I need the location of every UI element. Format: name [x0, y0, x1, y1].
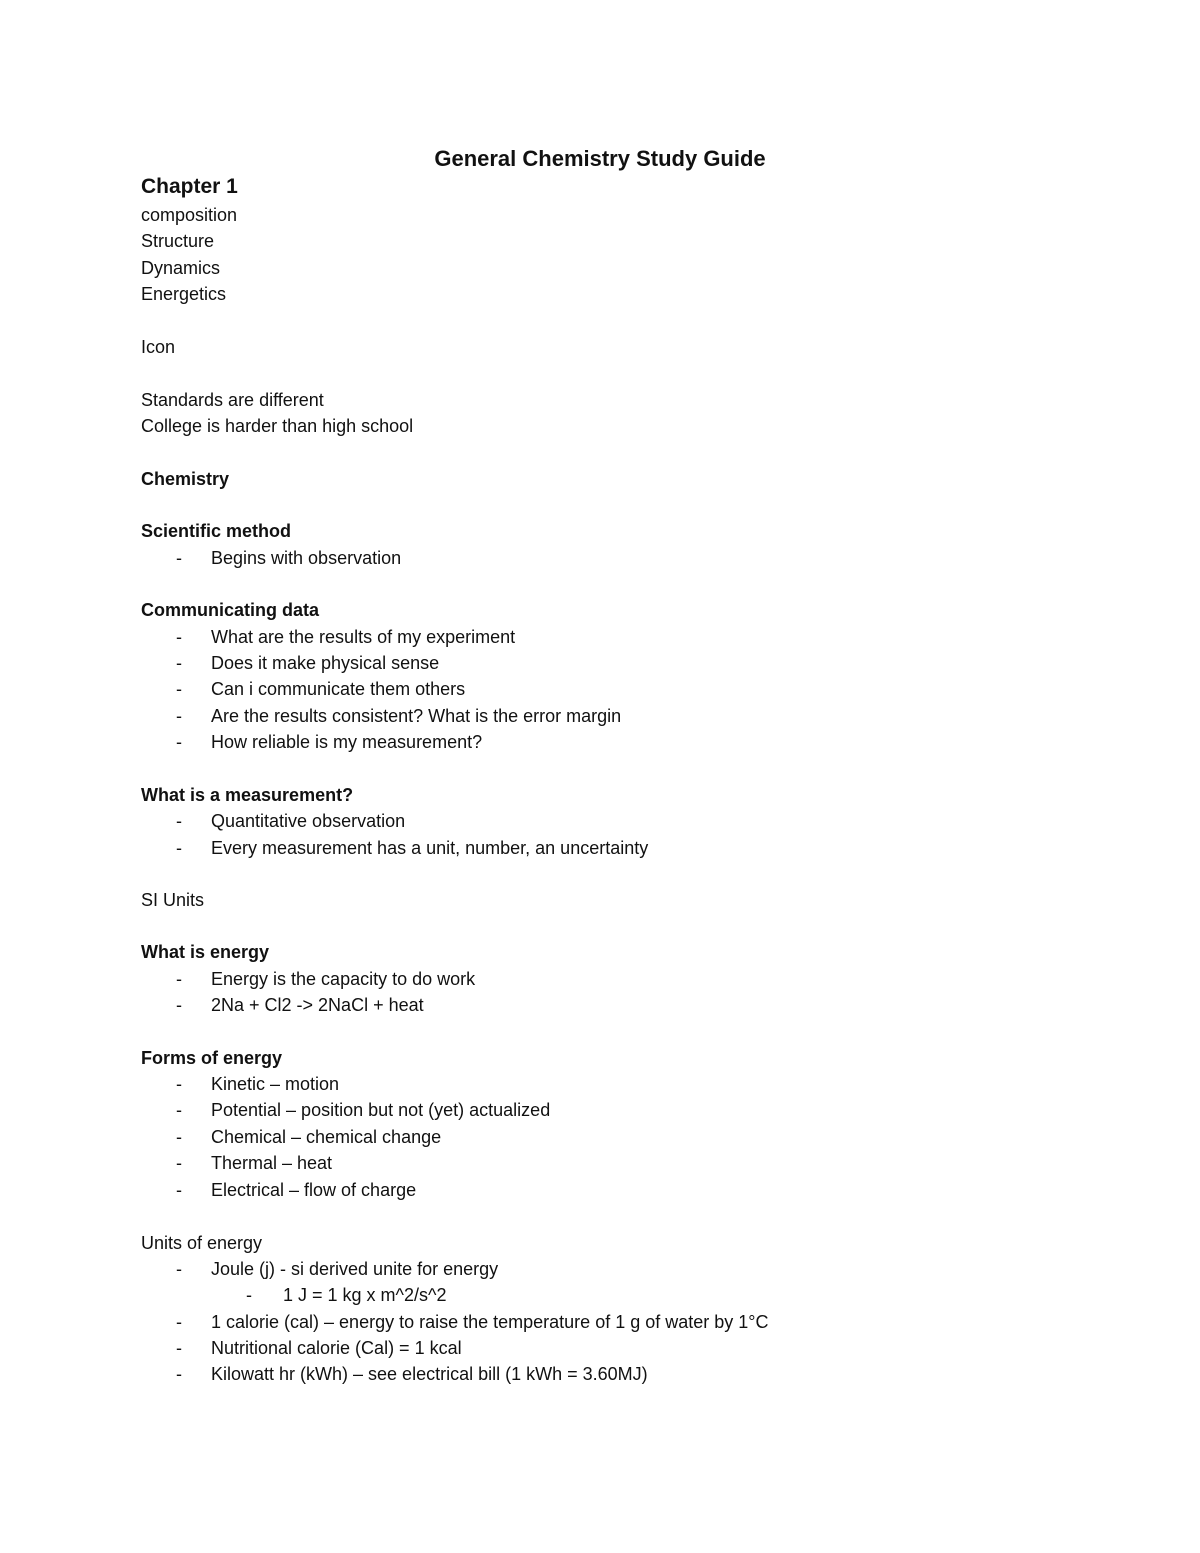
- icon-line: Icon: [141, 337, 176, 357]
- section-heading-energy: What is energy: [141, 942, 270, 962]
- chapter-heading: Chapter 1: [141, 175, 238, 198]
- intro-line: composition: [141, 205, 238, 225]
- bullet-dash: -: [176, 1153, 182, 1173]
- bullet-text: How reliable is my measurement?: [211, 732, 483, 752]
- bullet-dash: -: [246, 1285, 252, 1305]
- bullet-dash: -: [176, 1074, 182, 1094]
- bullet-dash: -: [176, 548, 182, 568]
- bullet-text: Thermal – heat: [211, 1153, 333, 1173]
- section-heading-communicating-data: Communicating data: [141, 600, 320, 620]
- bullet-text: Kinetic – motion: [211, 1074, 340, 1094]
- intro-line: Energetics: [141, 284, 227, 304]
- bullet-text: Energy is the capacity to do work: [211, 969, 476, 989]
- bullet-text: Kilowatt hr (kWh) – see electrical bill (1 kWh = 3.60MJ): [211, 1364, 648, 1384]
- section-heading-measurement: What is a measurement?: [141, 785, 354, 805]
- bullet-text: Joule (j) - si derived unite for energy: [211, 1259, 499, 1279]
- bullet-text: Can i communicate them others: [211, 679, 466, 699]
- section-heading-si-units: SI Units: [141, 890, 205, 910]
- standards-line: Standards are different: [141, 390, 324, 410]
- section-heading-forms-of-energy: Forms of energy: [141, 1048, 283, 1068]
- section-heading-scientific-method: Scientific method: [141, 521, 292, 541]
- bullet-dash: -: [176, 995, 182, 1015]
- bullet-dash: -: [176, 706, 182, 726]
- bullet-dash: -: [176, 811, 182, 831]
- bullet-dash: -: [176, 969, 182, 989]
- section-heading-chemistry: Chemistry: [141, 469, 230, 489]
- document-title: General Chemistry Study Guide: [434, 146, 766, 171]
- bullet-text: Every measurement has a unit, number, an uncertainty: [211, 838, 649, 858]
- bullet-text: Does it make physical sense: [211, 653, 440, 673]
- bullet-dash: -: [176, 838, 182, 858]
- bullet-text: Potential – position but not (yet) actualized: [211, 1100, 551, 1120]
- bullet-dash: -: [176, 732, 182, 752]
- bullet-dash: -: [176, 627, 182, 647]
- bullet-text: 2Na + Cl2 -> 2NaCl + heat: [211, 995, 424, 1015]
- bullet-text: Nutritional calorie (Cal) = 1 kcal: [211, 1338, 462, 1358]
- bullet-dash: -: [176, 653, 182, 673]
- bullet-text: Chemical – chemical change: [211, 1127, 442, 1147]
- bullet-text: 1 J = 1 kg x m^2/s^2: [283, 1285, 447, 1305]
- bullet-text: What are the results of my experiment: [211, 627, 516, 647]
- bullet-text: Are the results consistent? What is the error margin: [211, 706, 622, 726]
- bullet-text: Quantitative observation: [211, 811, 406, 831]
- bullet-dash: -: [176, 1100, 182, 1120]
- bullet-text: Begins with observation: [211, 548, 402, 568]
- bullet-text: Electrical – flow of charge: [211, 1180, 417, 1200]
- intro-line: Dynamics: [141, 258, 221, 278]
- bullet-dash: -: [176, 1180, 182, 1200]
- bullet-dash: -: [176, 679, 182, 699]
- standards-line: College is harder than high school: [141, 416, 414, 436]
- bullet-dash: -: [176, 1259, 182, 1279]
- bullet-dash: -: [176, 1127, 182, 1147]
- intro-line: Structure: [141, 231, 215, 251]
- bullet-dash: -: [176, 1338, 182, 1358]
- bullet-text: 1 calorie (cal) – energy to raise the temperature of 1 g of water by 1°C: [211, 1312, 769, 1332]
- section-heading-units-of-energy: Units of energy: [141, 1233, 263, 1253]
- bullet-dash: -: [176, 1312, 182, 1332]
- bullet-dash: -: [176, 1364, 182, 1384]
